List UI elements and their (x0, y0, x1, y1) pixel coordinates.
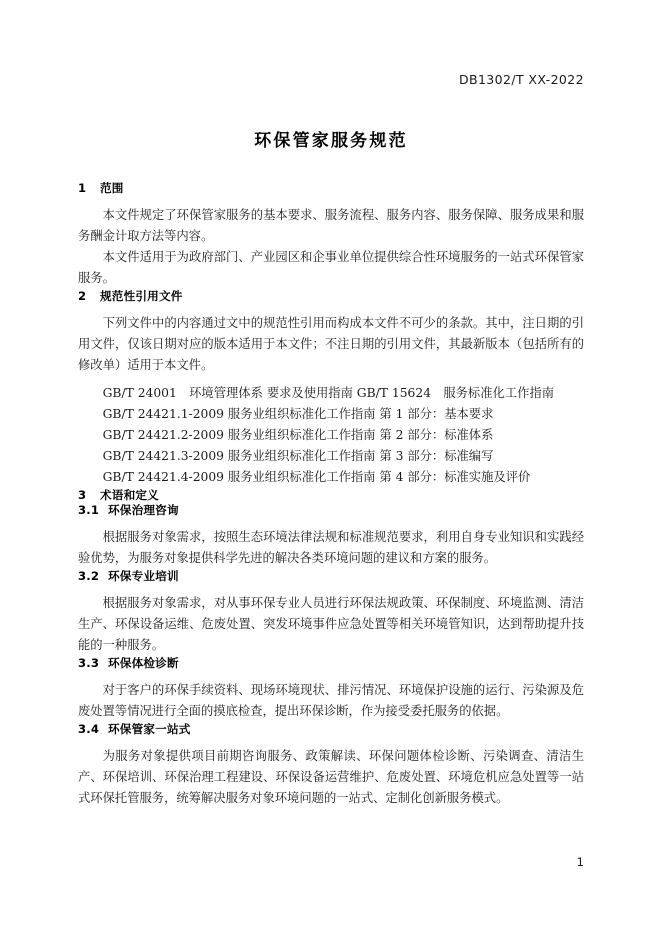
section-1-paragraph-2: 本文件适用于为政府部门、产业园区和企事业单位提供综合性环境服务的一站式环保管家服务。 (78, 250, 584, 285)
list-item: GB/T 24001 环境管理体系 要求及使用指南 GB/T 15624 服务标准化工作指南 (102, 386, 555, 400)
subsection-heading-3-3 (78, 656, 584, 671)
section-heading-3 (78, 488, 584, 503)
subsection-3-4-paragraph: 为服务对象提供项目前期咨询服务、政策解读、环保问题体检诊断、污染调查、清洁生产、环保培训、环保治理工程建设、环保设备运营维护、危废处置、环境危机应急处置等一站式环保托管服务，统筹解决服务对象环境问题的一站式、定制化创新服务模式。 (78, 749, 584, 805)
document-title: 环保管家服务规范 (254, 131, 408, 151)
normative-references-list (78, 383, 584, 488)
subsection-heading-3-1 (78, 503, 584, 518)
subsection-number-3-2: 3.2 (78, 569, 100, 583)
list-item: GB/T 24421.1-2009 服务业组织标准化工作指南 第 1 部分：基本要求 (102, 407, 494, 421)
list-item: GB/T 24421.4-2009 服务业组织标准化工作指南 第 4 部分：标准实施及评价 (102, 470, 531, 484)
section-1-paragraph-1: 本文件规定了环保管家服务的基本要求、服务流程、服务内容、服务保障、服务成果和服务酬金计取方法等内容。 (78, 208, 584, 243)
subsection-heading-3-4 (78, 722, 584, 737)
subsection-title-3-2: 环保专业培训 (108, 569, 179, 583)
section-title-1: 范围 (100, 181, 124, 195)
subsection-number-3-1: 3.1 (78, 503, 100, 517)
subsection-number-3-4: 3.4 (78, 722, 100, 736)
subsection-title-3-1: 环保治理咨询 (108, 503, 179, 517)
section-title-2: 规范性引用文件 (100, 289, 183, 303)
subsection-heading-3-2 (78, 569, 584, 584)
section-number-1: 1 (78, 181, 87, 195)
subsection-3-1-paragraph: 根据服务对象需求，按照生态环境法律法规和标准规范要求，利用自身专业知识和实践经验优势，为服务对象提供科学先进的解决各类环境问题的建议和方案的服务。 (78, 530, 584, 565)
section-number-3: 3 (78, 488, 87, 502)
subsection-title-3-3: 环保体检诊断 (108, 656, 179, 670)
subsection-3-2-paragraph: 根据服务对象需求，对从事环保专业人员进行环保法规政策、环保制度、环境监测、清洁生产、环保设备运维、危废处置、突发环境事件应急处置等相关环境管知识，达到帮助提升技能的一种服务。 (78, 596, 584, 652)
document-body (78, 181, 584, 809)
document-standard-code: DB1302/T XX-2022 (458, 72, 584, 87)
list-item: GB/T 24421.3-2009 服务业组织标准化工作指南 第 3 部分：标准编写 (102, 449, 494, 463)
list-item: GB/T 24421.2-2009 服务业组织标准化工作指南 第 2 部分：标准体系 (102, 428, 494, 442)
subsection-title-3-4: 环保管家一站式 (108, 722, 191, 736)
section-title-3: 术语和定义 (100, 488, 159, 502)
subsection-3-3-paragraph: 对于客户的环保手续资料、现场环境现状、排污情况、环境保护设施的运行、污染源及危废处置等情况进行全面的摸底检查，提出环保诊断，作为接受委托服务的依据。 (78, 683, 584, 718)
section-2-paragraph-1: 下列文件中的内容通过文中的规范性引用而构成本文件不可少的条款。其中，注日期的引用文件，仅该日期对应的版本适用于本文件；不注日期的引用文件，其最新版本（包括所有的修改单）适用于本文件。 (78, 316, 584, 372)
page-number: 1 (576, 855, 584, 869)
subsection-number-3-3: 3.3 (78, 656, 100, 670)
section-heading-1 (78, 181, 584, 196)
section-number-2: 2 (78, 289, 87, 303)
section-heading-2 (78, 289, 584, 304)
